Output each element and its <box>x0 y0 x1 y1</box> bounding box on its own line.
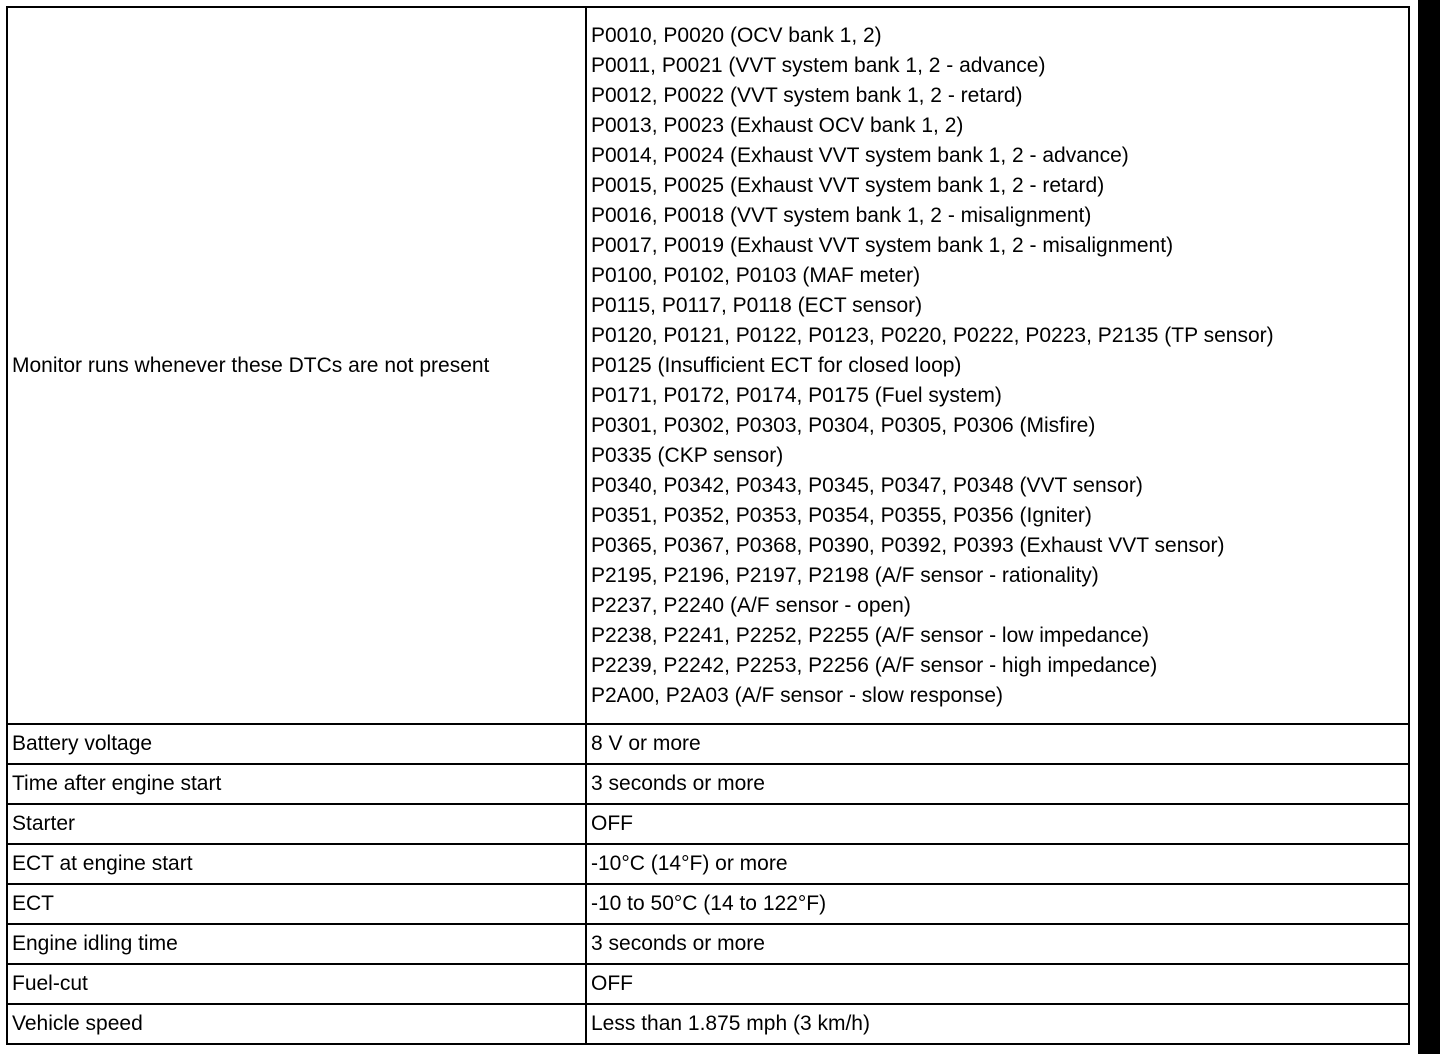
table-row <box>8 884 1408 924</box>
condition-label: ECT at engine start <box>8 844 586 884</box>
dtc-code-line: P0171, P0172, P0174, P0175 (Fuel system) <box>591 383 1002 407</box>
dtc-code-line: P2238, P2241, P2252, P2255 (A/F sensor - low impedance) <box>591 623 1149 647</box>
table-row <box>8 844 1408 884</box>
condition-value: 3 seconds or more <box>586 924 1408 964</box>
dtc-code-line: P0301, P0302, P0303, P0304, P0305, P0306 (Misfire) <box>591 413 1096 437</box>
condition-label: Vehicle speed <box>8 1004 586 1043</box>
dtc-code-line: P0115, P0117, P0118 (ECT sensor) <box>591 293 923 317</box>
condition-value: Less than 1.875 mph (3 km/h) <box>586 1004 1408 1043</box>
condition-value: -10 to 50°C (14 to 122°F) <box>586 884 1408 924</box>
condition-value: 3 seconds or more <box>586 764 1408 804</box>
dtc-code-line: P0017, P0019 (Exhaust VVT system bank 1, 2 - misalignment) <box>591 233 1174 257</box>
row-label-dtc: Monitor runs whenever these DTCs are not present <box>8 8 586 724</box>
dtc-code-line: P0340, P0342, P0343, P0345, P0347, P0348 (VVT sensor) <box>591 473 1143 497</box>
dtc-code-line: P0013, P0023 (Exhaust OCV bank 1, 2) <box>591 113 964 137</box>
table-row <box>8 804 1408 844</box>
page-edge-bar <box>1418 0 1440 1054</box>
table-row <box>8 764 1408 804</box>
dtc-code-line: P2A00, P2A03 (A/F sensor - slow response) <box>591 683 1004 707</box>
dtc-code-line: P2239, P2242, P2253, P2256 (A/F sensor - high impedance) <box>591 653 1158 677</box>
table-row <box>8 1004 1408 1043</box>
condition-label: Time after engine start <box>8 764 586 804</box>
dtc-code-line: P0015, P0025 (Exhaust VVT system bank 1, 2 - retard) <box>591 173 1105 197</box>
condition-label: Fuel-cut <box>8 964 586 1004</box>
dtc-code-line: P2195, P2196, P2197, P2198 (A/F sensor - rationality) <box>591 563 1099 587</box>
monitor-conditions-table <box>8 8 1408 1043</box>
condition-label: Starter <box>8 804 586 844</box>
condition-value: OFF <box>586 964 1408 1004</box>
dtc-code-line: P2237, P2240 (A/F sensor - open) <box>591 593 911 617</box>
condition-value: OFF <box>586 804 1408 844</box>
dtc-code-line: P0011, P0021 (VVT system bank 1, 2 - advance) <box>591 53 1046 77</box>
dtc-code-line: P0335 (CKP sensor) <box>591 443 784 467</box>
dtc-code-line: P0365, P0367, P0368, P0390, P0392, P0393 (Exhaust VVT sensor) <box>591 533 1225 557</box>
table-row <box>8 924 1408 964</box>
condition-label: ECT <box>8 884 586 924</box>
table-row-dtc <box>8 8 1408 724</box>
table-row <box>8 964 1408 1004</box>
dtc-code-line: P0010, P0020 (OCV bank 1, 2) <box>591 23 882 47</box>
dtc-code-line: P0125 (Insufficient ECT for closed loop) <box>591 353 962 377</box>
condition-label: Engine idling time <box>8 924 586 964</box>
conditions-table-frame <box>6 6 1410 1045</box>
dtc-code-line: P0016, P0018 (VVT system bank 1, 2 - misalignment) <box>591 203 1092 227</box>
dtc-code-line: P0012, P0022 (VVT system bank 1, 2 - retard) <box>591 83 1023 107</box>
condition-value: 8 V or more <box>586 724 1408 764</box>
condition-value: -10°C (14°F) or more <box>586 844 1408 884</box>
dtc-code-line: P0014, P0024 (Exhaust VVT system bank 1, 2 - advance) <box>591 143 1129 167</box>
condition-label: Battery voltage <box>8 724 586 764</box>
dtc-code-line: P0120, P0121, P0122, P0123, P0220, P0222, P0223, P2135 (TP sensor) <box>591 323 1274 347</box>
table-row <box>8 724 1408 764</box>
dtc-code-line: P0100, P0102, P0103 (MAF meter) <box>591 263 921 287</box>
dtc-code-list <box>586 8 1408 724</box>
dtc-code-line: P0351, P0352, P0353, P0354, P0355, P0356 (Igniter) <box>591 503 1092 527</box>
